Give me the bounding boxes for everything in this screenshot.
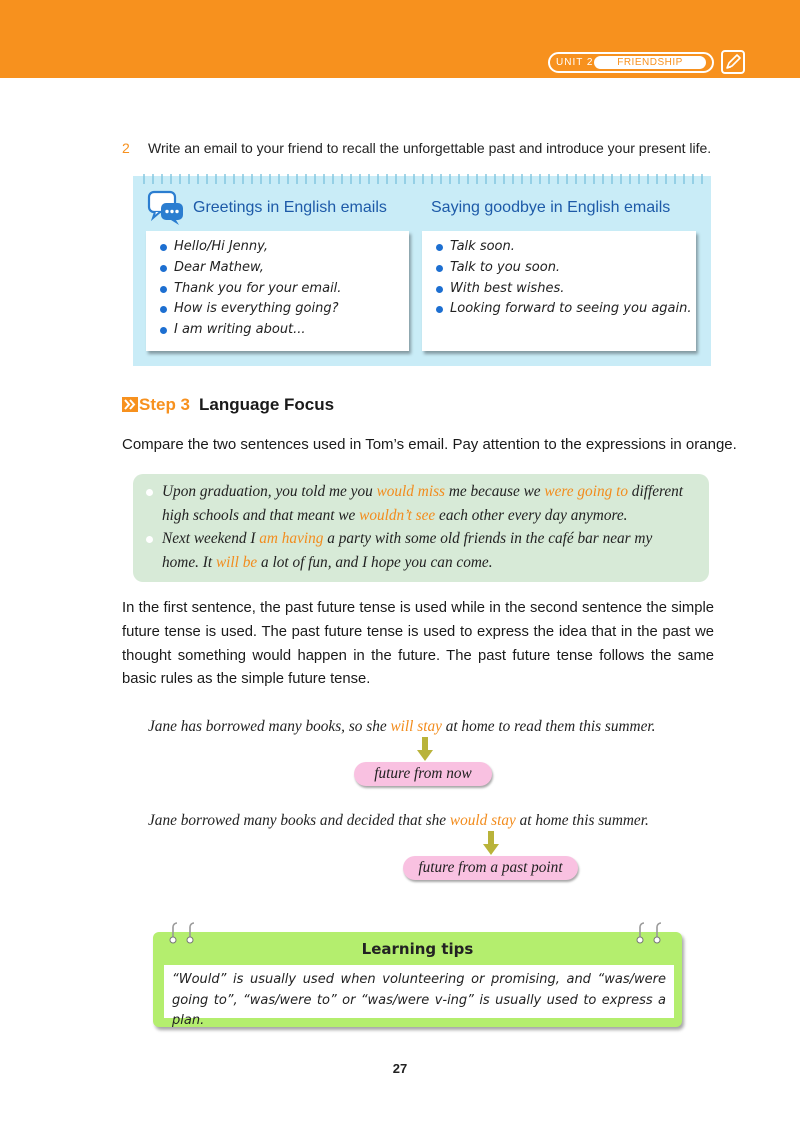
spiral-rings: [140, 172, 706, 186]
step-label: Step 3: [139, 395, 191, 414]
goodbyes-card: [422, 231, 696, 351]
chat-bubbles-icon: [146, 190, 184, 226]
example-1-line-1: Upon graduation, you told me you would miss me because we were going to different: [162, 483, 684, 500]
learning-tips-title: Learning tips: [361, 940, 474, 958]
down-arrow-icon: [417, 737, 433, 761]
future-from-past-label: future from a past point: [403, 856, 578, 880]
example-2-line-2: home. It will be a lot of fun, and I hope you can come.: [162, 554, 493, 571]
list-item: With best wishes.: [436, 279, 696, 300]
future-from-now-label: future from now: [354, 762, 492, 786]
explanation-paragraph: In the first sentence, the past future tense is used while in the second sentence the simple future tense is used. The past future tense is used to express the idea that in the past we thought something would happen in the future. The past future tense follows the same basic rules as the simple future tense.: [122, 600, 714, 688]
task-number: 2: [122, 140, 130, 156]
goodbyes-heading: Saying goodbye in English emails: [431, 199, 671, 216]
list-item: How is everything going?: [160, 299, 409, 320]
list-item: Thank you for your email.: [160, 279, 409, 300]
down-arrow-icon: [483, 831, 499, 855]
example-1-line-2: high schools and that meant we wouldn’t see each other every day anymore.: [162, 507, 628, 524]
page-number: 27: [392, 1061, 408, 1076]
compare-instruction: Compare the two sentences used in Tom’s email. Pay attention to the expressions in orange.: [122, 436, 737, 453]
task-text: Write an email to your friend to recall the unforgettable past and introduce your present life.: [148, 140, 712, 156]
list-item: I am writing about...: [160, 320, 409, 341]
pen-icon: [721, 50, 745, 74]
list-item: Talk soon.: [436, 237, 696, 258]
greetings-card: [146, 231, 409, 351]
list-item: Looking forward to seeing you again.: [436, 299, 696, 320]
list-item: Talk to you soon.: [436, 258, 696, 279]
example-2-line-1: Next weekend I am having a party with some old friends in the café bar near my: [162, 530, 653, 547]
greetings-list: [146, 231, 409, 341]
learning-tips-text: “Would” is usually used when volunteering or promising, and “was/were going to”, “was/were to” or “was/were v-ing” is usually used to express a plan.: [172, 972, 666, 1028]
double-chevron-icon: [122, 397, 138, 412]
example-bullet: [146, 489, 153, 496]
greetings-heading: Greetings in English emails: [193, 199, 387, 216]
goodbyes-list: [422, 231, 696, 320]
unit-topic: FRIENDSHIP: [594, 56, 706, 69]
jane-sentence-1: Jane has borrowed many books, so she will stay at home to read them this summer.: [148, 718, 656, 735]
list-item: Dear Mathew,: [160, 258, 409, 279]
jane-sentence-2: Jane borrowed many books and decided that she would stay at home this summer.: [148, 812, 649, 829]
step-title: Language Focus: [199, 395, 335, 414]
unit-label: UNIT 2: [556, 57, 594, 68]
example-bullet: [146, 536, 153, 543]
list-item: Hello/Hi Jenny,: [160, 237, 409, 258]
